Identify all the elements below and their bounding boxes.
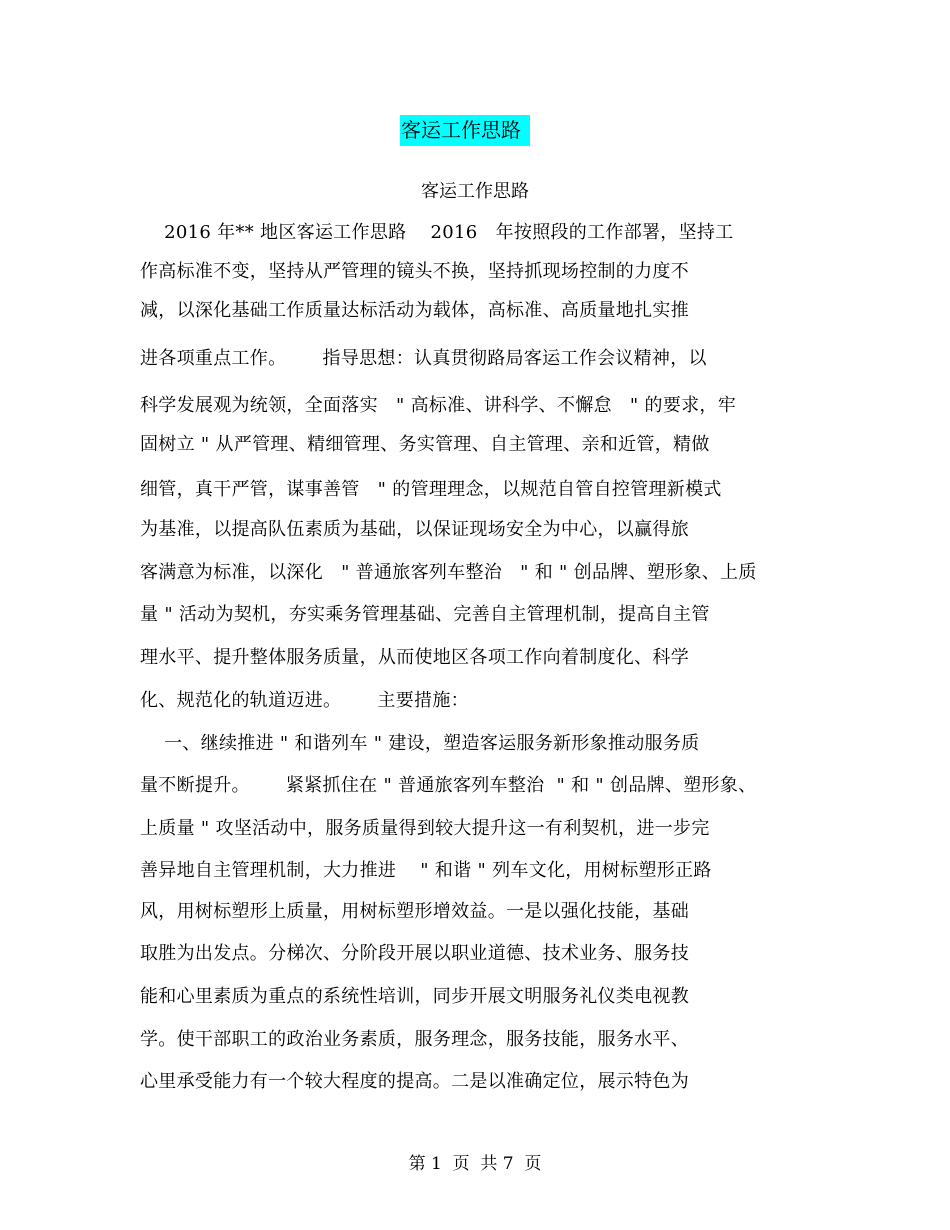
body-line: 取胜为出发点。分梯次、分阶段开展以职业道德、技术业务、服务技 <box>140 943 689 964</box>
body-line: 进各项重点工作。 指导思想：认真贯彻路局客运工作会议精神，以 <box>140 348 707 369</box>
body-line: 学。使干部职工的政治业务素质，服务理念，服务技能，服务水平、 <box>140 1029 689 1050</box>
document-subtitle: 客运工作思路 <box>421 181 529 202</box>
body-line: 能和心里素质为重点的系统性培训，同步开展文明服务礼仪类电视教 <box>140 986 689 1007</box>
body-line: 善异地自主管理机制，大力推进 " 和谐 " 列车文化，用树标塑形正路 <box>140 860 712 881</box>
body-line: 化、规范化的轨道迈进。 主要措施： <box>140 690 469 711</box>
body-line: 细管，真干严管，谋事善管 " 的管理理念，以规范自管自控管理新模式 <box>140 479 722 500</box>
body-line: 科学发展观为统领，全面落实 " 高标准、讲科学、不懈怠 " 的要求，牢 <box>140 395 737 416</box>
body-line: 风，用树标塑形上质量，用树标塑形增效益。一是以强化技能，基础 <box>140 901 689 922</box>
body-line: 心里承受能力有一个较大程度的提高。二是以准确定位，展示特色为 <box>140 1071 689 1092</box>
body-line: 减，以深化基础工作质量达标活动为载体，高标准、高质量地扎实推 <box>140 300 689 321</box>
body-line: 量不断提升。 紧紧抓住在 " 普通旅客列车整治 " 和 " 创品牌、塑形象、 <box>140 775 757 796</box>
body-line: 理水平、提升整体服务质量，从而使地区各项工作向着制度化、科学 <box>140 647 689 668</box>
page-footer: 第 1 页 共 7 页 <box>408 1154 542 1174</box>
body-line: 为基准，以提高队伍素质为基础，以保证现场安全为中心，以赢得旅 <box>140 519 689 540</box>
body-line: 客满意为标准，以深化 " 普通旅客列车整治 " 和 " 创品牌、塑形象、上质 <box>140 562 757 583</box>
body-line: 量 " 活动为契机，夯实乘务管理基础、完善自主管理机制，提高自主管 <box>140 604 710 625</box>
body-line: 一、继续推进 " 和谐列车 " 建设，塑造客运服务新形象推动服务质 <box>140 733 700 754</box>
body-line: 2016 年** 地区客运工作思路 2016 年按照段的工作部署，坚持工 <box>140 222 734 243</box>
body-line: 作高标准不变，坚持从严管理的镜头不换，坚持抓现场控制的力度不 <box>140 261 689 282</box>
highlighted-title: 客运工作思路 <box>400 115 530 146</box>
body-line: 固树立 " 从严管理、精细管理、务实管理、自主管理、亲和近管，精做 <box>140 434 710 455</box>
body-line: 上质量 " 攻坚活动中，服务质量得到较大提升这一有利契机，进一步完 <box>140 818 710 839</box>
